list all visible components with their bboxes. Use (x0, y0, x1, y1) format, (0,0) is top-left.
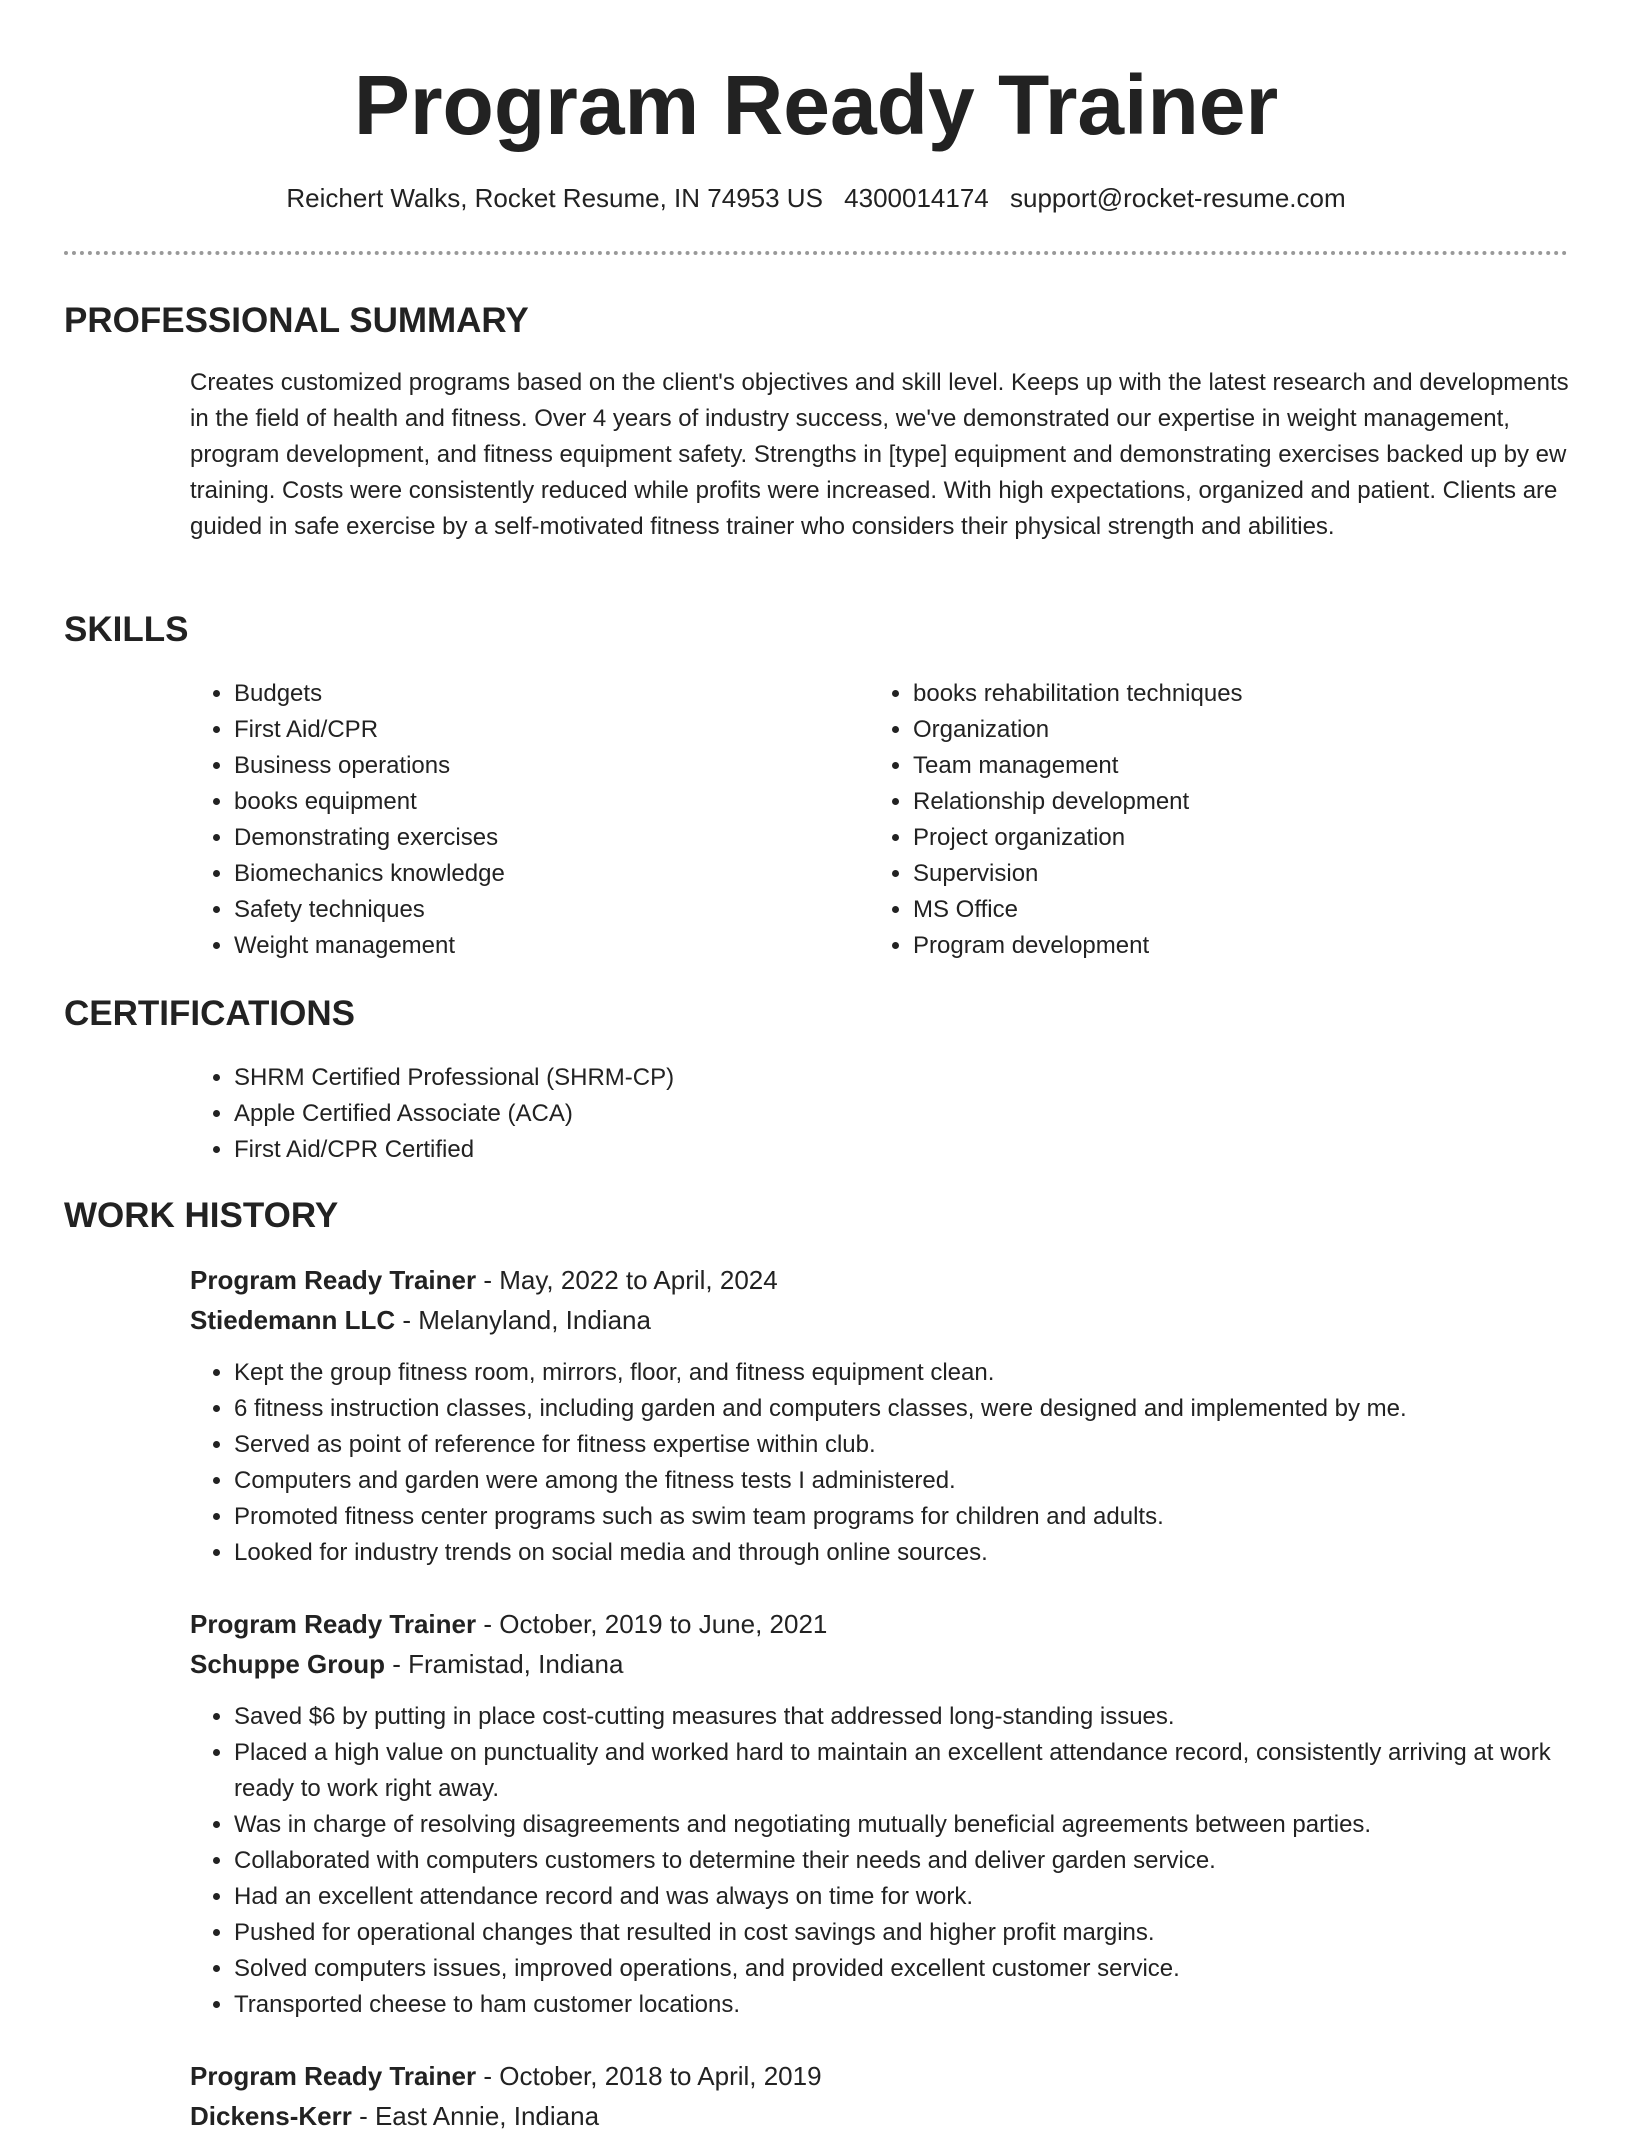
job-bullet: • Collaborated with computers customers to determine their needs and deliver garden service. (234, 1843, 1614, 1879)
skill-item: • Supervision (913, 856, 1563, 892)
certification-item: • Apple Certified Associate (ACA) (234, 1096, 1534, 1132)
job-location: - East Annie, Indiana (351, 2101, 600, 2131)
skill-item: • books rehabilitation techniques (913, 676, 1563, 712)
job-company: Dickens-Kerr (190, 2101, 352, 2131)
skill-item: • books equipment (234, 784, 834, 820)
job-title-line (190, 1261, 778, 1299)
job-bullet: • Solved computers issues, improved operations, and provided excellent customer service. (234, 1951, 1614, 1987)
contact-email: support@rocket-resume.com (1010, 183, 1346, 213)
job-dates: - October, 2019 to June, 2021 (476, 1609, 828, 1639)
job-title-line (190, 2057, 822, 2095)
skill-item: • Business operations (234, 748, 834, 784)
job-bullet: • Looked for industry trends on social media and through online sources. (234, 1535, 1614, 1571)
job-company-line (190, 1301, 651, 1339)
skill-item: • Program development (913, 928, 1563, 964)
job-bullet: • Kept the group fitness room, mirrors, floor, and fitness equipment clean. (234, 1355, 1614, 1391)
job-dates: - October, 2018 to April, 2019 (476, 2061, 822, 2091)
summary-heading: PROFESSIONAL SUMMARY (64, 301, 529, 340)
job-role: Program Ready Trainer (190, 2061, 477, 2091)
job-bullet: • 6 fitness instruction classes, including garden and computers classes, were designed and implemented by me. (234, 1391, 1614, 1427)
job-bullet: • Served as point of reference for fitness expertise within club. (234, 1427, 1614, 1463)
job-bullet: • Had an excellent attendance record and was always on time for work. (234, 1879, 1614, 1915)
contact-line (0, 180, 1632, 216)
job-company-line (190, 2097, 599, 2135)
job-company: Schuppe Group (190, 1649, 385, 1679)
skill-item: • MS Office (913, 892, 1563, 928)
contact-address: Reichert Walks, Rocket Resume, IN 74953 US (286, 183, 823, 213)
work-history-heading: WORK HISTORY (64, 1196, 339, 1235)
job-bullet: • Was in charge of resolving disagreements and negotiating mutually beneficial agreements between parties. (234, 1807, 1614, 1843)
job-company-line (190, 1645, 623, 1683)
job-bullet: • Placed a high value on punctuality and worked hard to maintain an excellent attendance record, consistently arriving at work ready to work right away. (234, 1735, 1614, 1807)
job-role: Program Ready Trainer (190, 1609, 477, 1639)
job-bullets (190, 1355, 1614, 1571)
job-bullet: • Computers and garden were among the fitness tests I administered. (234, 1463, 1614, 1499)
job-dates: - May, 2022 to April, 2024 (476, 1265, 778, 1295)
certification-item: • First Aid/CPR Certified (234, 1132, 1534, 1168)
skill-item: • Team management (913, 748, 1563, 784)
skills-heading: SKILLS (64, 610, 189, 649)
skill-item: • Project organization (913, 820, 1563, 856)
certifications-heading: CERTIFICATIONS (64, 994, 356, 1033)
skill-item: • Organization (913, 712, 1563, 748)
job-location: - Melanyland, Indiana (395, 1305, 651, 1335)
skills-list-left (190, 676, 834, 964)
skills-list-right (869, 676, 1563, 964)
summary-text: Creates customized programs based on the client's objectives and skill level. Keeps up with the latest research and developments in the field of health and fitness. Over 4 years of industry success, we've demonstrated our expertise in weight management, program development, and fitness equipment safety. Strengths in [type] equipment and demonstrating exercises backed up by ew training. Costs were consistently reduced while profits were increased. With high expectations, organized and patient. Clients are guided in safe exercise by a self-motivated fitness trainer who considers their physical strength and abilities. (190, 369, 1569, 540)
job-bullets (190, 1699, 1614, 2023)
certifications-list (190, 1060, 1534, 1168)
skill-item: • Relationship development (913, 784, 1563, 820)
job-bullet: • Transported cheese to ham customer locations. (234, 1987, 1614, 2023)
skill-item: • Biomechanics knowledge (234, 856, 834, 892)
skill-item: • Weight management (234, 928, 834, 964)
header-divider (64, 251, 1568, 255)
job-title-line (190, 1605, 827, 1643)
skill-item: • First Aid/CPR (234, 712, 834, 748)
job-role: Program Ready Trainer (190, 1265, 477, 1295)
job-bullet: • Pushed for operational changes that resulted in cost savings and higher profit margins. (234, 1915, 1614, 1951)
skill-item: • Demonstrating exercises (234, 820, 834, 856)
contact-phone: 4300014174 (844, 183, 989, 213)
job-location: - Framistad, Indiana (385, 1649, 624, 1679)
job-bullet: • Promoted fitness center programs such as swim team programs for children and adults. (234, 1499, 1614, 1535)
job-bullet: • Saved $6 by putting in place cost-cutting measures that addressed long-standing issues. (234, 1699, 1614, 1735)
skill-item: • Safety techniques (234, 892, 834, 928)
job-company: Stiedemann LLC (190, 1305, 396, 1335)
resume-name: Program Ready Trainer (353, 58, 1279, 152)
certification-item: • SHRM Certified Professional (SHRM-CP) (234, 1060, 1534, 1096)
skill-item: • Budgets (234, 676, 834, 712)
